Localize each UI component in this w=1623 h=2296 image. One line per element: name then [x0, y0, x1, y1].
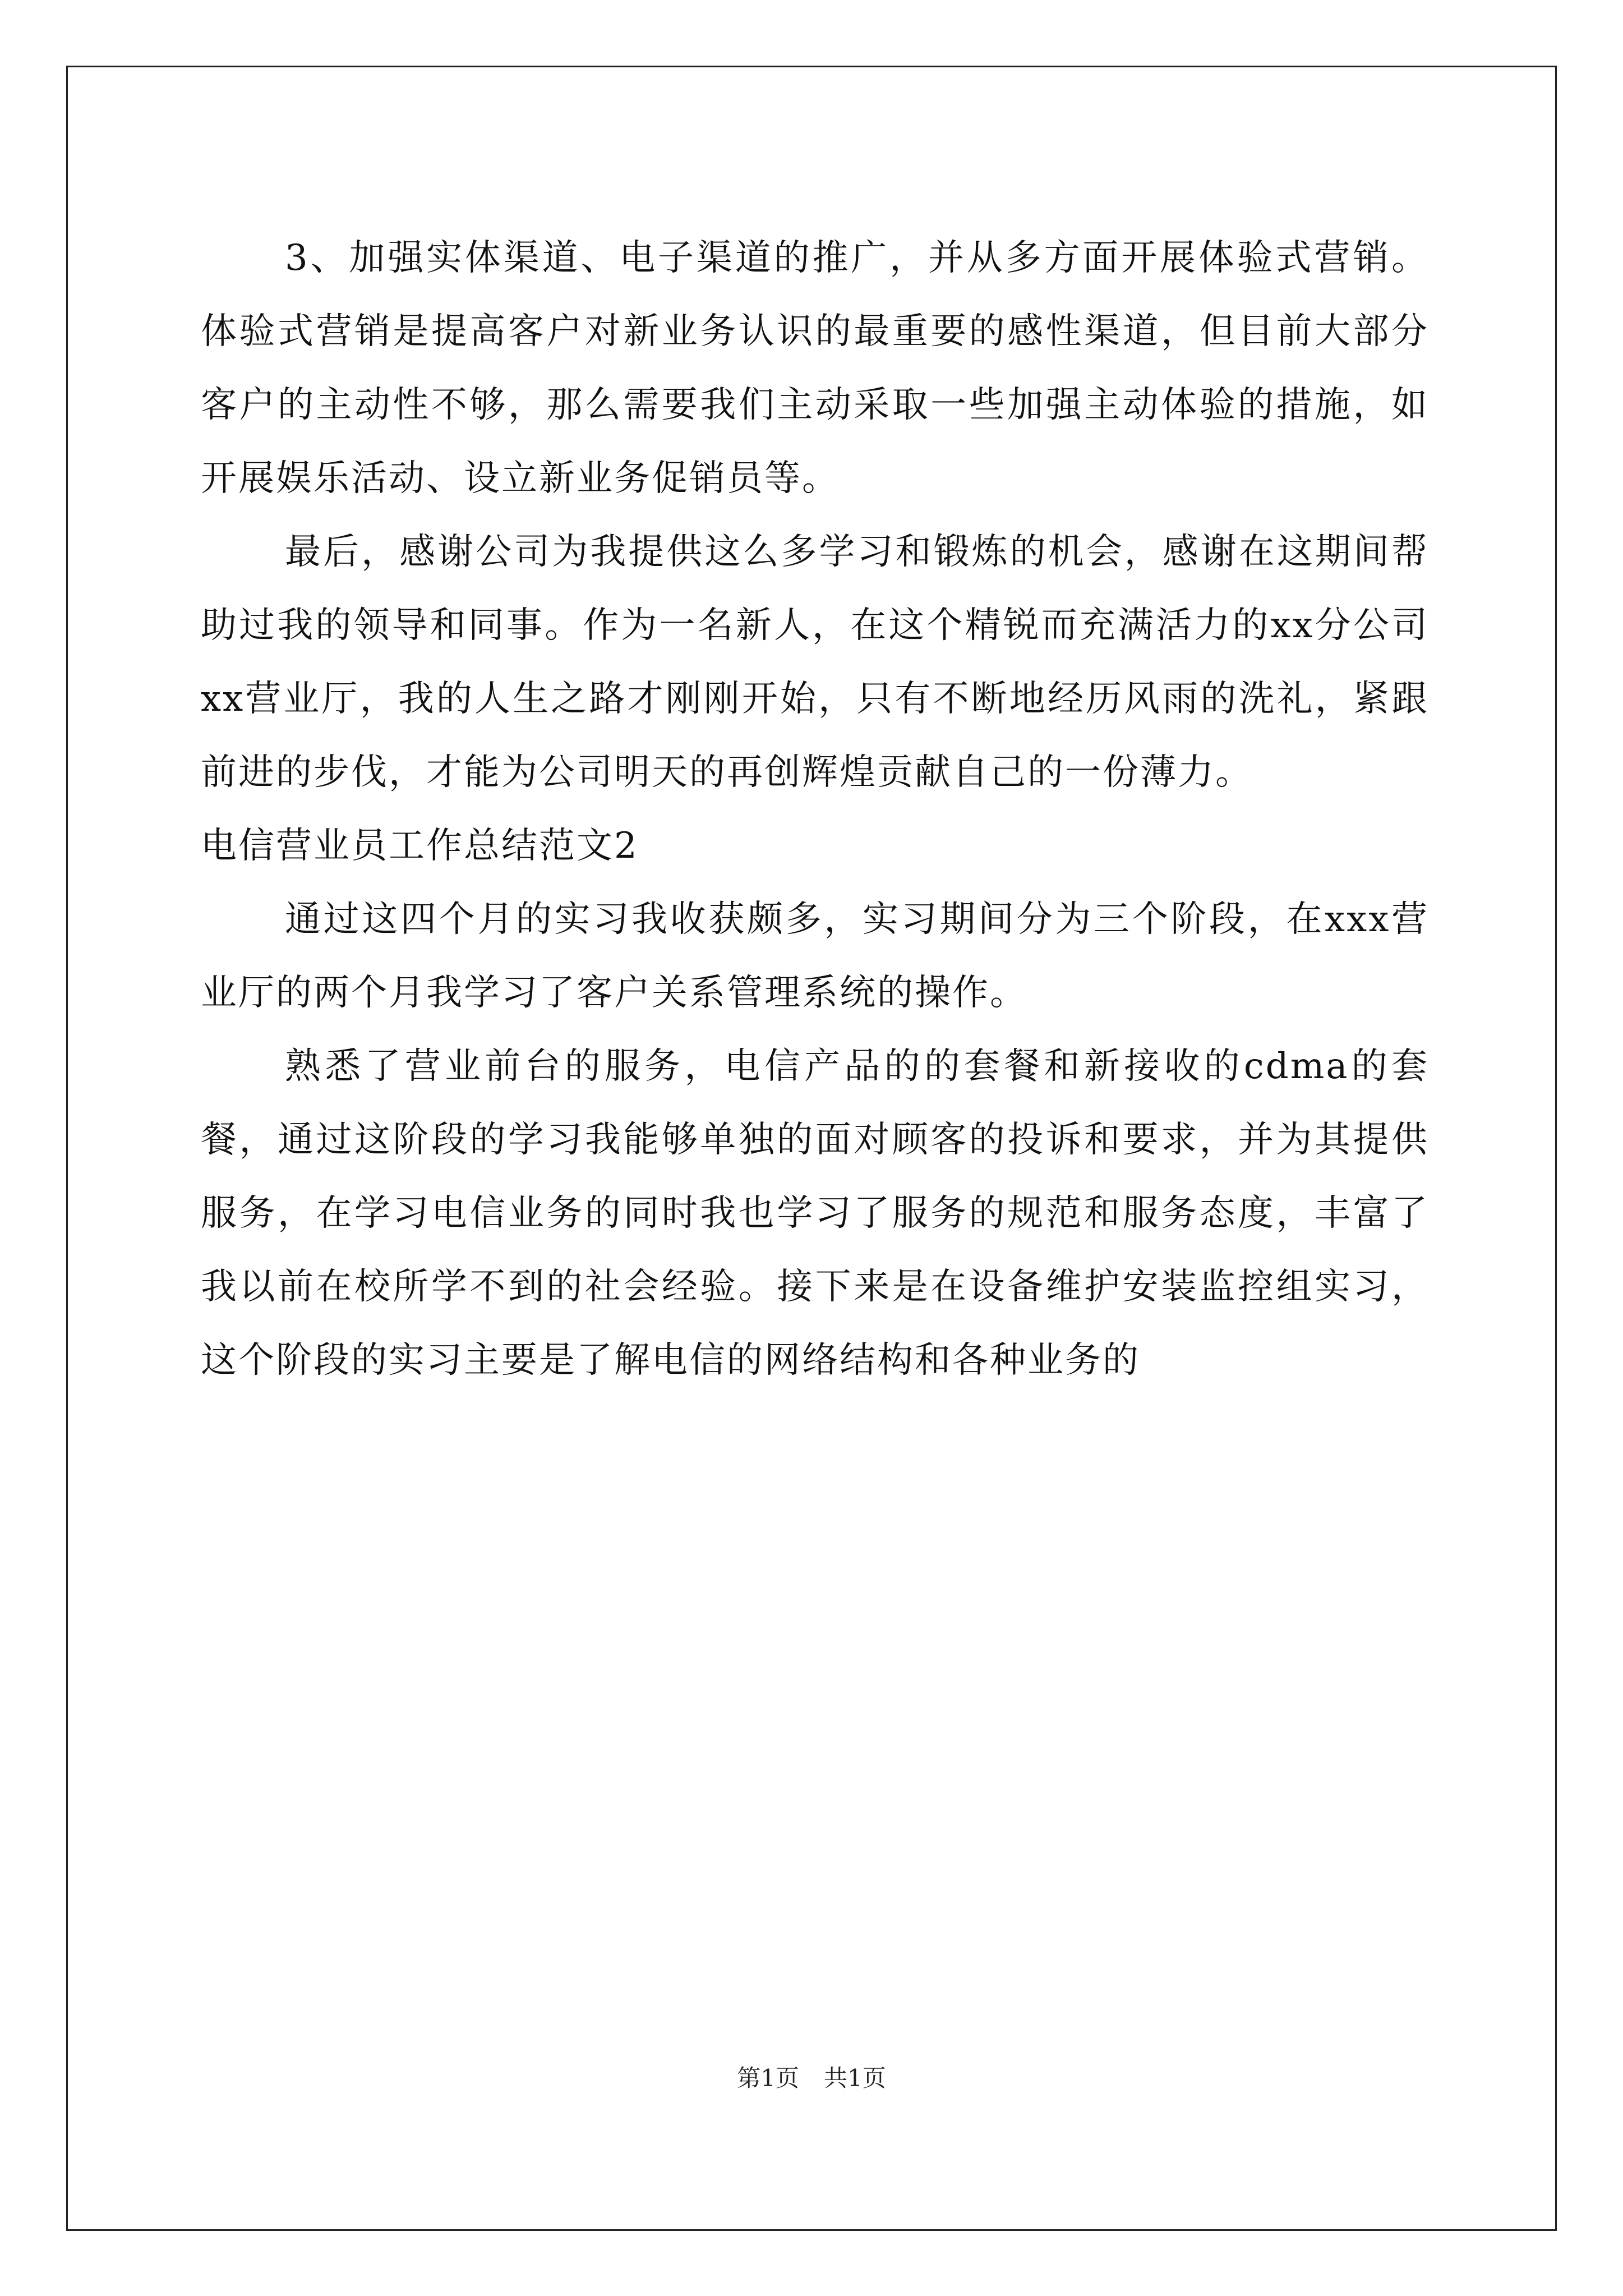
- paragraph-internship-intro: 通过这四个月的实习我收获颇多，实习期间分为三个阶段，在xxx营业厅的两个月我学习了客户关系管理系统的操作。: [201, 899, 1429, 1014]
- document-body: [201, 222, 1429, 1397]
- paragraph-thanks: 最后，感谢公司为我提供这么多学习和锻炼的机会，感谢在这期间帮助过我的领导和同事。作为一名新人，在这个精锐而充满活力的xx分公司xx营业厅，我的人生之路才刚刚开始，只有不断地经历风雨的洗礼，紧跟前进的步伐，才能为公司明天的再创辉煌贡献自己的一份薄力。: [201, 531, 1429, 793]
- page-total: 共1页: [824, 2064, 886, 2092]
- paragraph-marketing: 3、加强实体渠道、电子渠道的推广，并从多方面开展体验式营销。体验式营销是提高客户对新业务认识的最重要的感性渠道，但目前大部分客户的主动性不够，那么需要我们主动采取一些加强主动体验的措施，如开展娱乐活动、设立新业务促销员等。: [201, 237, 1429, 499]
- page-number: 第1页: [737, 2064, 799, 2092]
- paragraph-internship-details: 熟悉了营业前台的服务，电信产品的的套餐和新接收的cdma的套餐，通过这阶段的学习我能够单独的面对顾客的投诉和要求，并为其提供服务，在学习电信业务的同时我也学习了服务的规范和服务态度，丰富了我以前在校所学不到的社会经验。接下来是在设备维护安装监控组实习，这个阶段的实习主要是了解电信的网络结构和各种业务的: [201, 1046, 1429, 1381]
- section-heading: 电信营业员工作总结范文2: [201, 825, 639, 867]
- page-footer: [0, 2062, 1623, 2095]
